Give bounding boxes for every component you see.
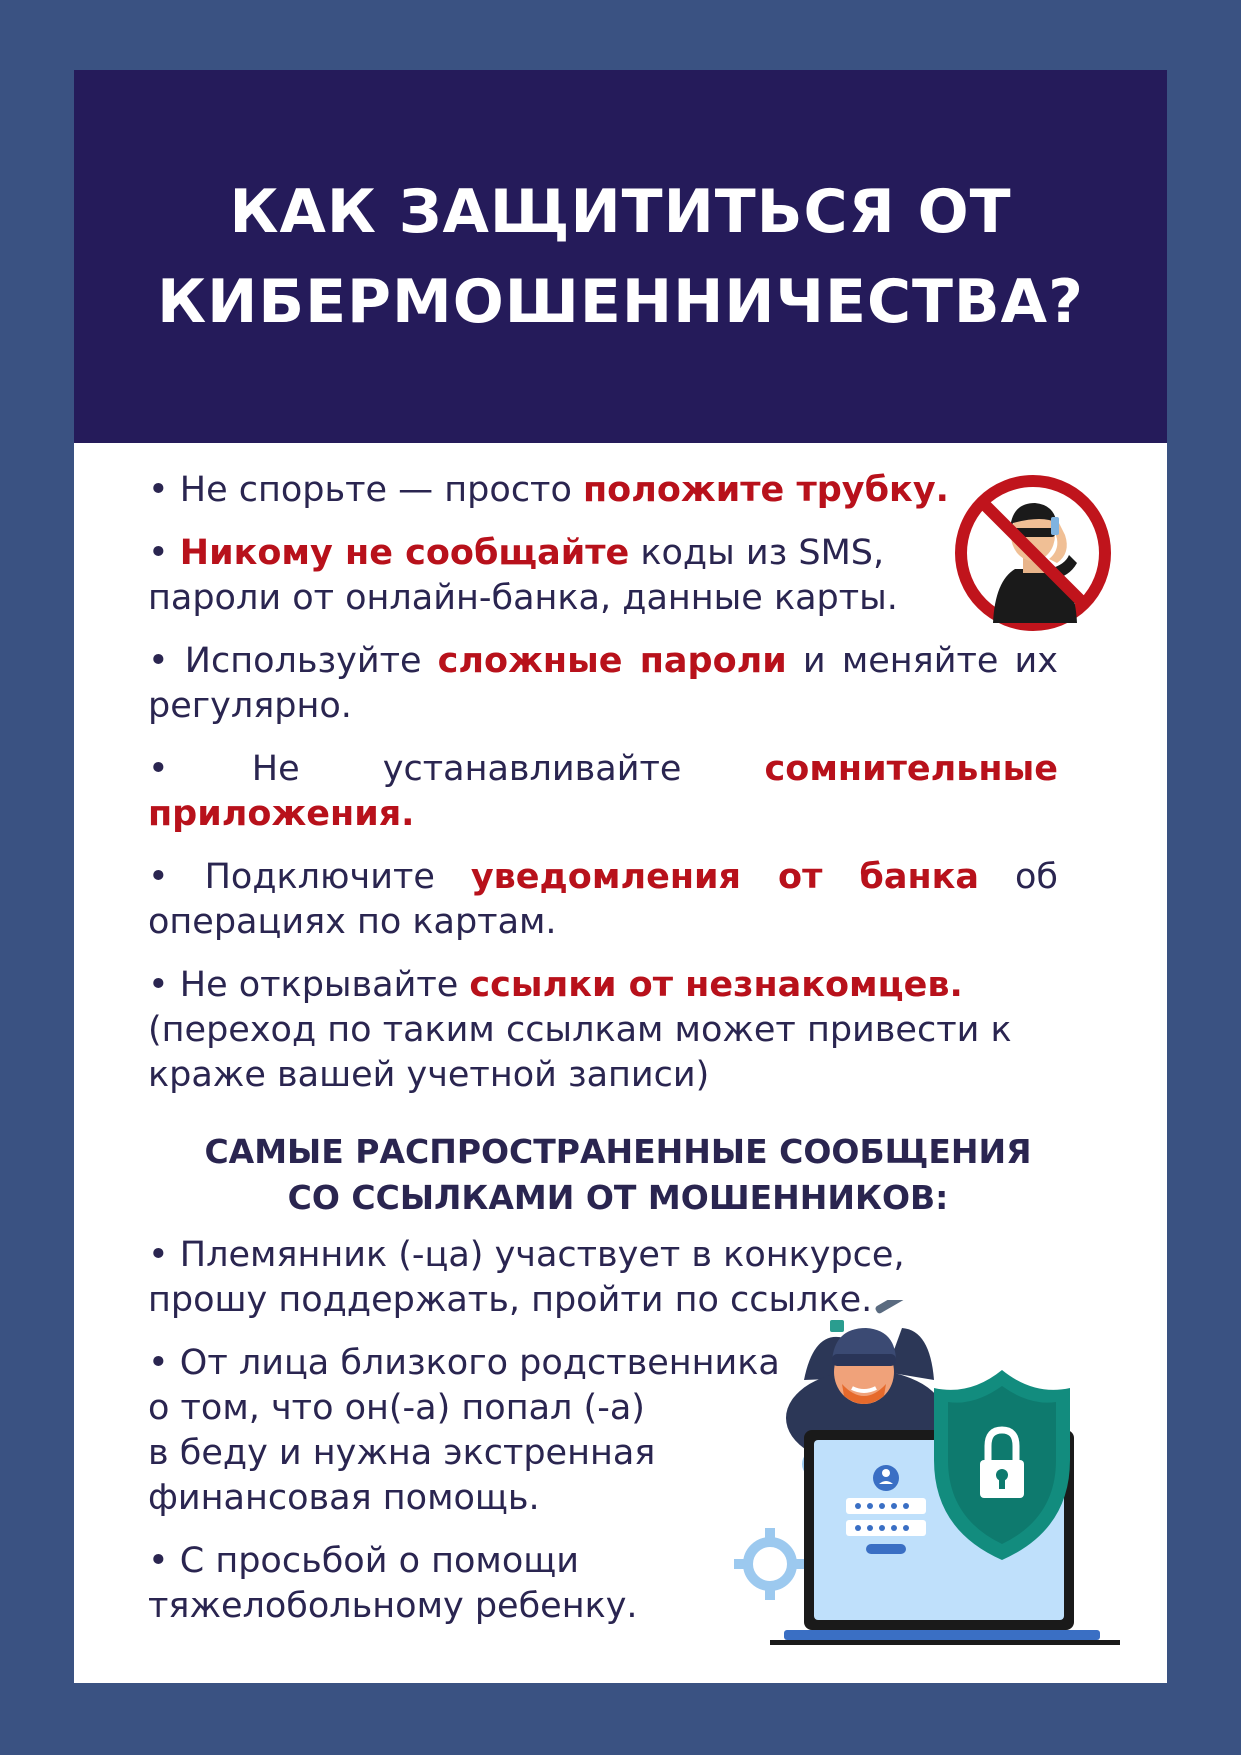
section-title-line-1: САМЫЕ РАСПРОСТРАНЕННЫЕ СООБЩЕНИЯ [204, 1132, 1032, 1171]
hacker-laptop-illustration [734, 1300, 1154, 1675]
tip-text: • Не открывайте [148, 965, 470, 1005]
title-banner [74, 70, 1167, 443]
tip-highlight: положите трубку. [583, 470, 949, 510]
tip-text: пароли от онлайн-банка, данные карты. [148, 578, 898, 618]
tip-unknown-links [148, 963, 1058, 1098]
wrench-icon [830, 1300, 910, 1332]
title-line-1: КАК ЗАЩИТИТЬСЯ ОТ [229, 176, 1012, 247]
poster-card [74, 70, 1167, 1683]
tip-highlight: ссылки от незнакомцев. [469, 965, 963, 1005]
message-text: в беду и нужна экстренная [148, 1433, 656, 1473]
tip-text: • Используйте [148, 641, 438, 681]
message-text: финансовая помощь. [148, 1478, 540, 1518]
tip-text: об операциях по картам. [148, 857, 1058, 942]
tip-text: (переход по таким ссылкам может привести к краже вашей учетной записи) [148, 1010, 1012, 1095]
message-relative-in-trouble [148, 1341, 788, 1521]
tip-hang-up [148, 468, 1058, 513]
gear-icon [748, 1542, 792, 1586]
tip-highlight: сомнительные приложения. [148, 749, 1058, 834]
tip-text: • Подключите [148, 857, 471, 897]
tip-highlight: сложные пароли [437, 641, 787, 681]
tip-highlight: уведомления от банка [470, 857, 980, 897]
tip-dont-share [148, 531, 1058, 621]
tip-text: • Не спорьте — просто [148, 470, 583, 510]
message-text: • С просьбой о помощи [148, 1541, 579, 1581]
message-text: • От лица близкого родственника [148, 1343, 780, 1383]
message-text: тяжелобольному ребенку. [148, 1586, 638, 1626]
message-text: • Племянник (-ца) участвует в конкурсе, [148, 1235, 905, 1275]
message-sick-child [148, 1539, 708, 1629]
tip-text: и меняйте их регулярно. [148, 641, 1058, 726]
tip-bank-notifications [148, 855, 1058, 945]
section-title [148, 1129, 1088, 1221]
tip-strong-passwords [148, 639, 1058, 729]
section-title-line-2: СО ССЫЛКАМИ ОТ МОШЕННИКОВ: [287, 1178, 949, 1217]
tip-text: • Не устанавливайте [148, 749, 765, 789]
poster-title [157, 167, 1084, 347]
no-scammer-icon [953, 473, 1113, 633]
tip-text: • [148, 533, 180, 573]
message-text: о том, что он(-а) попал (-а) [148, 1388, 645, 1428]
tip-text: коды из SMS, [629, 533, 885, 573]
tip-highlight: Никому не сообщайте [179, 533, 630, 573]
title-line-2: КИБЕРМОШЕННИЧЕСТВА? [157, 266, 1084, 337]
message-text: прошу поддержать, пройти по ссылке. [148, 1280, 873, 1320]
tip-suspicious-apps [148, 747, 1058, 837]
